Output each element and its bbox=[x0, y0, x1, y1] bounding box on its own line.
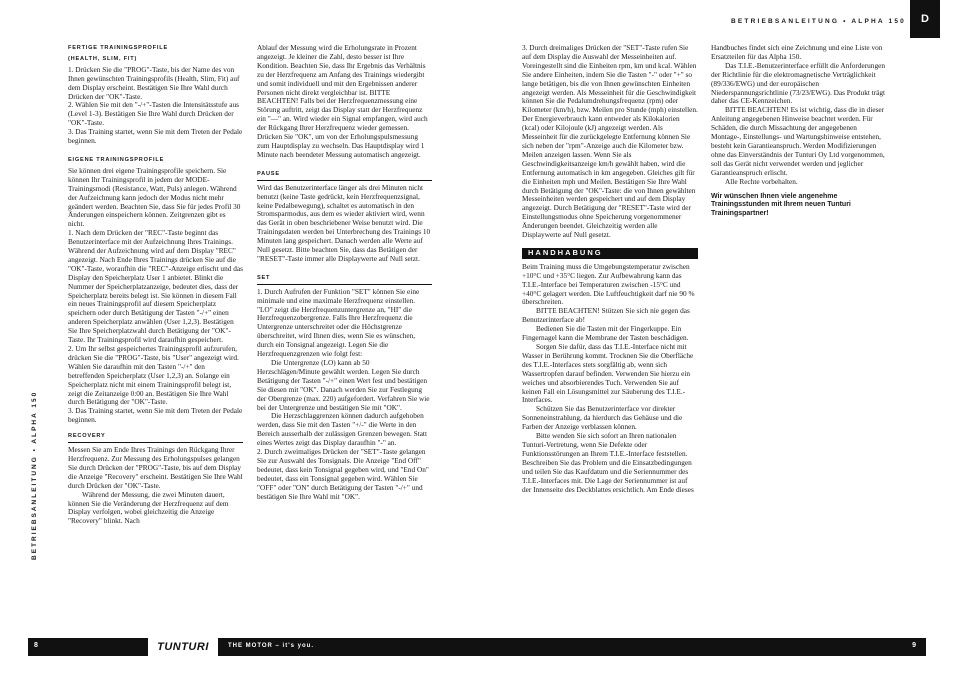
heading-subtitle: (HEALTH, SLIM, FIT) bbox=[68, 55, 138, 62]
paragraph: 2. Wählen Sie mit den "-/+"-Tasten die Intensitätsstufe aus (Level 1-3). Bestätigen Sie Ihre Wahl durch Drücken der "OK"-Taste. bbox=[68, 100, 239, 128]
heading-fertige-trainingsprofile: FERTIGE TRAININGSPROFILE bbox=[68, 45, 169, 51]
paragraph: Bedienen Sie die Tasten mit der Fingerkuppe. Ein Fingernagel kann die Membrane der Tasten beschädigen. bbox=[522, 324, 689, 343]
paragraph: Ablauf der Messung wird die Erholungsrate in Prozent angezeigt. Je kleiner die Zahl, desto besser ist Ihre Kondition. Beachten Sie, dass Ihr Ergebnis das Verhältnis zu der Herzfrequenz am Anfang des Trainings wiedergibt und somit individuell und mit den Ergebnissen anderer Personen nicht direkt vergleichbar ist. BITTE BEACHTEN! Falls bei der Herzfrequenzmessung eine Störung auftritt, zeigt das Display statt der Herzfrequenz ein "—" an. Wird wieder ein Signal empfangen, wird auch der Rückgang Ihrer Herzfrequenz wieder gemessen. Drücken Sie "OK", um von der Erholungspulsmessung zum Hauptdisplay zu wechseln. Das Hauptdisplay wird 1 Minute nach beendeter Messung automatisch angezeigt. bbox=[257, 43, 428, 159]
tunturi-logo: TUNTURI bbox=[148, 637, 218, 657]
paragraph: Beim Training muss die Umgebungstemperatur zwischen +10°C und +35°C liegen. Zur Aufbewahrung kann das T.I.E.-Interface bei Temperaturen zwischen -15°C und +40°C gelagert werden. Die Luftfeuchtigkeit darf nie 90 % überschreiten. bbox=[522, 261, 695, 307]
language-tab: D bbox=[910, 0, 940, 38]
paragraph: Handbuches findet sich eine Zeichnung und eine Liste von Ersatzteilen für das Alpha 150. bbox=[711, 43, 883, 61]
paragraph: 2. Um Ihr selbst gespeichertes Trainingsprofil aufzurufen, drücken Sie die "PROG"-Taste, bis "User" angezeigt wird. Wählen Sie daraufhin mit den Tasten "-/+" den betreffenden Speicherplatz (User 1,2,3) an. Solange ein Speicherplatz nicht mit einem Trainingsprofil belegt ist, zeigt die Zeitanzeige 0:00 an. Bestätigen Sie Ihre Wahl durch Betätigung der "OK"-Taste. bbox=[68, 344, 239, 407]
page-number-left: 8 bbox=[34, 642, 38, 649]
paragraph: Die Untergrenze (LO) kann ab 50 Herzschlägen/Minute gewählt werden. Legen Sie durch Betätigung der Tasten "-/+" einen Wert fest und bestätigen Sie diesen mit "OK". Danach werden Sie zur Festlegung der Obergrenze (max. 220) aufgefordert. Verfahren Sie wie bei der Untergrenze und bestätigen Sie mit "OK". bbox=[257, 358, 430, 412]
paragraph: Das T.I.E.-Benutzerinterface erfüllt die Anforderungen der Richtlinie für die elektromagnetische Verträglichkeit (89/336/EWG) und der europäischen Niederspannungsrichtlinie (73/23/EWG). Das Produkt trägt daher das CE-Kennzeichen. bbox=[711, 60, 886, 106]
side-running-title: BETRIEBSANLEITUNG • ALPHA 150 bbox=[31, 390, 38, 560]
page-number-right: 9 bbox=[912, 642, 916, 649]
paragraph: Sorgen Sie dafür, dass das T.I.E.-Interface nicht mit Wasser in Berührung kommt. Trocknen Sie die Oberfläche des T.I.E.-Interfaces stets sorgfältig ab, wenn sich Wassertropfen darauf befinden. Verwenden Sie hierzu ein weiches und absorbierendes Tuch. Verwenden Sie auf keinen Fall ein Lösungsmittel zur Säuberung des T.I.E.-Interfaces. bbox=[522, 342, 694, 405]
column-4 bbox=[711, 44, 887, 219]
heading-eigene-trainingsprofile: EIGENE TRAININGSPROFILE bbox=[68, 156, 165, 163]
paragraph: Schützen Sie das Benutzerinterface vor direkter Sonneneinstrahlung, da hierdurch das Gehäuse und die Farben der Anzeige verblassen können. bbox=[522, 404, 683, 432]
paragraph: 3. Das Training startet, wenn Sie mit dem Treten der Pedale beginnen. bbox=[68, 127, 243, 146]
heading-pause: PAUSE bbox=[257, 170, 432, 181]
heading-set: SET bbox=[257, 274, 432, 285]
page-header: BETRIEBSANLEITUNG • ALPHA 150 bbox=[730, 18, 906, 25]
paragraph: 3. Das Training startet, wenn Sie mit dem Treten der Pedale beginnen. bbox=[68, 406, 243, 425]
paragraph: Sie können drei eigene Trainingsprofile speichern. Sie können Ihr Trainingsprofil in jedem der MODE-Trainingsmodi (Resistance, Watt, Puls) anlegen. Während der Aufzeichnung kann jedoch der Modus nicht mehr geändert werden. Beachten Sie, dass Sie für jedes Profil 30 Änderungen einspeichern können. Zeitgrenzen gibt es nicht. bbox=[68, 165, 241, 229]
paragraph: Bitte wenden Sie sich sofort an Ihren nationalen Tunturi-Vertretung, wenn Sie Defekte oder Funktionsstörungen an Ihrem T.I.E.-Interface feststellen. Beschreiben Sie das Problem und die Einsatzbedingungen und teilen Sie das Kaufdatum und die Seriennummer des T.I.E.-Interfaces mit. Die Lage der Seriennummer ist auf der Innenseite des Deckblattes ersichtlich. Am Ende dieses bbox=[522, 431, 694, 494]
paragraph: BITTE BEACHTEN! Stützen Sie sich nie gegen das Benutzerinterface ab! bbox=[522, 306, 690, 325]
paragraph: Alle Rechte vorbehalten. bbox=[725, 176, 798, 186]
closing-message: Wir wünschen Ihnen viele angenehme Trainingsstunden mit Ihrem neuen Tunturi Trainingspartner! bbox=[711, 192, 851, 218]
paragraph: 1. Durch Aufrufen der Funktion "SET" können Sie eine minimale und eine maximale Herzfrequenz einstellen. "LO" zeigt die Herzfrequenzuntergrenze an, "HI" die Herzfrequenzobergrenze. Falls Ihre Herzfrequenz die Untergrenze unterschreitet oder die Höchstgrenze überschreitet, wird Ihnen dies, wenn Sie es wünschen, durch ein Tonsignal angezeigt. Legen Sie die Herzfrequenzgrenzen wie folgt fest: bbox=[257, 286, 420, 359]
footer-tagline: THE MOTOR – it's you. bbox=[228, 643, 314, 649]
heading-handhabung: HANDHABUNG bbox=[522, 248, 698, 259]
paragraph: Während der Messung, die zwei Minuten dauert, können Sie die Veränderung der Herzfrequenz auf dem Display verfolgen, wobei gleichzeitig die Anzeige "Recovery" blinkt. Nach bbox=[68, 489, 229, 526]
paragraph: 1. Nach dem Drücken der "REC"-Taste beginnt das Benutzerinterface mit der Aufzeichnung Ihres Trainings. Während der Aufzeichnung wird auf dem Display "REC" angezeigt. Nach Ende Ihres Trainings drücken Sie auf die "OK"-Taste, woraufhin die "REC"-Anzeige erlischt und das Display den Speicherplatz User 1 anbietet. Blinkt die Nummer der Speicherplatzanzeige, bedeutet dies, dass der Speicherplatz bereits belegt ist. Sie können in diesem Fall ein neues Trainingsprofil auf diesem Speicherplatz speichern oder durch Betätigung der Tasten "-/+" einen anderen Speicherplatz anwählen (User 1,2,3). Bestätigen Sie Ihre Speicherplatzwahl durch Betätigung der "OK"-Taste. Ihr Trainingsprofil wird daraufhin gespeichert. bbox=[68, 228, 243, 345]
paragraph: 2. Durch zweimaliges Drücken der "SET"-Taste gelangen Sie zur Auswahl des Tonsignals. Die Anzeige "End Off" bedeutet, dass kein Tonsignal gegeben wird, und "End On" bedeutet, dass ein Tonsignal gegeben wird. Wählen Sie "OFF" oder "ON" durch Betätigung der Tasten "-/+" und bestätigen Sie Ihre Wahl mit "OK". bbox=[257, 447, 429, 501]
footer-bar bbox=[28, 638, 926, 656]
paragraph: 1. Drücken Sie die "PROG"-Taste, bis der Name des von Ihnen gewünschten Trainingsprofils (Health, Slim, Fit) auf dem Display erscheint. Bestätigen Sie Ihre Wahl durch Drücken der "OK"-Taste. bbox=[68, 64, 240, 101]
heading-recovery: RECOVERY bbox=[68, 432, 243, 443]
paragraph: 3. Durch dreimaliges Drücken der "SET"-Taste rufen Sie auf dem Display die Auswahl der Messeinheiten auf. Voreingestellt sind die Einheiten rpm, km und kcal. Wählen Sie andere Einheiten, indem Sie die Tasten "-" oder "+" so lange betätigen, bis die von Ihnen gewünschten Einheiten angezeigt werden. Als Messeinheit für die Geschwindigkeit können Sie die Pedalumdrehungsfrequenz (rpm) oder Kilometer (km/h), bzw. Meilen pro Stunde (mph) einstellen. Der Energieverbrauch kann entweder als Kilokalorien (kcal) oder Kilojoule (kJ) angezeigt werden. Als Messeinheit für die zurückgelegte Entfernung können Sie sich neben der "rpm"-Anzeige auch die Kilometer bzw. Meilen anzeigen lassen. Wenn Sie als Geschwindigkeitsanzeige km/h gewählt haben, wird die Entfernung automatisch in km angegeben. Gleiches gilt für die Einheiten mph und Meilen. Bestätigen Sie Ihre Wahl durch Betätigung der "OK"-Taste: die von Ihnen gewählten Messeinheiten werden gespeichert und auf dem Display angezeigt. Durch Betätigung der "RESET"-Taste wird der Einstellungsmodus ohne Speicherung vorgenommener Änderungen beendet. Gleichzeitig werden alle Displaywerte auf Null gesetzt. bbox=[522, 43, 698, 240]
paragraph: Wird das Benutzerinterface länger als drei Minuten nicht benutzt (keine Taste gedrückt, kein Herzfrequenzsignal, keine Pedalbewegung), schaltet es automatisch in den Stromsparmodus, aus dem es wieder aktiviert wird, wenn das Gerät in oben beschriebener Weise benutzt wird. Die Trainingsdaten werden bei Unterbrechung des Trainings 10 Minuten lang gespeichert. Danach werden alle Werte auf Null gesetzt. Bitte beachten Sie, dass das Betätigen der "RESET"-Taste immer alle Displaywerte auf Null setzt. bbox=[257, 182, 431, 263]
paragraph: BITTE BEACHTEN! Es ist wichtig, dass die in dieser Anleitung angegebenen Hinweise beachtet werden. Für Schäden, die durch Missachtung der angegebenen Montage-, Einstellungs- und Wartungshinweise entstehen, besteht kein Garantieanspruch. Werden Modifizierungen ohne das Einverständnis der Tunturi Oy Ltd vorgenommen, soll das Gerät nicht verwendet werden und jeglicher Garantieanspruch erlischt. bbox=[711, 105, 885, 177]
column-1 bbox=[68, 44, 243, 526]
paragraph: Messen Sie am Ende Ihres Trainings den Rückgang Ihrer Herzfrequenz. Zur Messung des Erholungspulses gelangen Sie durch Drücken der "PROG"-Taste, bis auf dem Display die Anzeige "Recovery" erscheint. Bestätigen Sie Ihre Wahl durch Drücken der "OK"-Taste. bbox=[68, 445, 243, 490]
column-2 bbox=[257, 44, 432, 502]
column-3 bbox=[522, 44, 698, 494]
paragraph: Die Herzschlaggrenzen können dadurch aufgehoben werden, dass Sie mit den Tasten "+/-" die Werte in den Bereich ausserhalb der zulässigen Grenzen bewegen. Statt eines Wertes zeigt das Display daraufhin "-" an. bbox=[257, 411, 427, 448]
